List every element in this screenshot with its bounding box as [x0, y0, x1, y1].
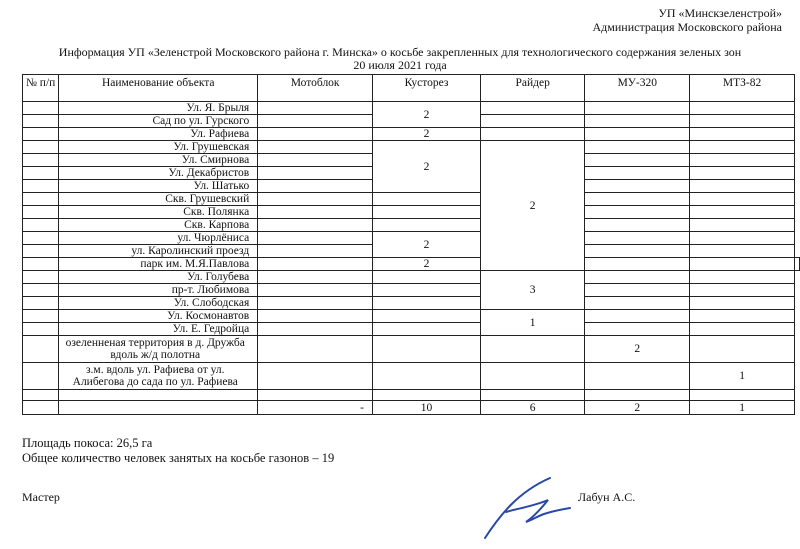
col-number-header: № п/п	[23, 75, 59, 102]
mowing-report-table	[22, 74, 800, 415]
table-row	[23, 323, 800, 336]
object-name: Ул. Грушевская	[59, 141, 258, 154]
total-mu320: 2	[585, 401, 690, 415]
totals-row	[23, 401, 800, 415]
col-motoblok-header: Мотоблок	[258, 75, 373, 102]
kustorez-value: 2	[373, 128, 481, 141]
mu320-value: 2	[585, 336, 690, 363]
object-name: Ул. Шатько	[59, 180, 258, 193]
table-row	[23, 206, 800, 219]
kustorez-value: 2	[373, 141, 481, 193]
table-row	[23, 284, 800, 297]
table-header-row	[23, 75, 800, 102]
object-name: Ул. Голубева	[59, 271, 258, 284]
signature-stroke	[485, 478, 570, 538]
object-name: Ул. Слободская	[59, 297, 258, 310]
org-name: УП «Минскзеленстрой»	[658, 6, 782, 20]
table-row	[23, 193, 800, 206]
object-name: Скв. Карпова	[59, 219, 258, 232]
table-row	[23, 128, 800, 141]
raider-value: 1	[480, 310, 584, 336]
object-name: Ул. Космонавтов	[59, 310, 258, 323]
org-administration: Администрация Московского района	[592, 20, 782, 34]
object-name: парк им. М.Я.Павлова	[59, 258, 258, 271]
report-date: 20 июля 2021 года	[353, 58, 447, 72]
table-row	[23, 271, 800, 284]
object-name: Ул. Я. Брыля	[59, 102, 258, 115]
kustorez-value: 2	[373, 258, 481, 271]
raider-value: 3	[480, 271, 584, 310]
signer-role: Мастер	[22, 490, 60, 504]
raider-value: 2	[480, 141, 584, 271]
table-row	[23, 390, 800, 401]
title-line: Информация УП «Зеленстрой Московского района г. Минска» о косьбе закрепленных для технологического содержания зеленых зон	[58, 45, 742, 59]
object-name: Скв. Полянка	[59, 206, 258, 219]
signature	[470, 470, 580, 545]
object-name: Скв. Грушевский	[59, 193, 258, 206]
total-kustorez: 10	[373, 401, 481, 415]
table-row	[23, 310, 800, 323]
total-raider: 6	[480, 401, 584, 415]
summary-block	[22, 436, 334, 466]
table-row	[23, 297, 800, 310]
object-name: Ул. Рафиева	[59, 128, 258, 141]
document-title	[0, 46, 800, 72]
col-kustorez-header: Кусторез	[373, 75, 481, 102]
col-raider-header: Райдер	[480, 75, 584, 102]
signer-name: Лабун А.С.	[578, 490, 636, 504]
table-row	[23, 219, 800, 232]
object-name: озеленненая территория в д. Дружба вдоль ж/д полотна	[59, 336, 258, 363]
people-count: Общее количество человек занятых на косьбе газонов – 19	[22, 451, 335, 465]
table-row	[23, 336, 800, 363]
object-name: пр-т. Любимова	[59, 284, 258, 297]
table-row	[23, 102, 800, 115]
kustorez-value: 2	[373, 102, 481, 128]
object-name: Ул. Декабристов	[59, 167, 258, 180]
object-name: Сад по ул. Гурского	[59, 115, 258, 128]
mowing-area: Площадь покоса: 26,5 га	[22, 436, 153, 450]
col-mu320-header: МУ-320	[585, 75, 690, 102]
table-row	[23, 141, 800, 154]
table-row	[23, 232, 800, 245]
col-mtz82-header: МТЗ-82	[690, 75, 795, 102]
object-name: ул. Чюрлёниса	[59, 232, 258, 245]
total-mtz82: 1	[690, 401, 795, 415]
table-row	[23, 363, 800, 390]
mtz82-value: 1	[690, 363, 795, 390]
object-name: Ул. Смирнова	[59, 154, 258, 167]
organization-header	[592, 6, 782, 34]
kustorez-value: 2	[373, 232, 481, 258]
object-name: Ул. Е. Гедройца	[59, 323, 258, 336]
col-object-header: Наименование объекта	[59, 75, 258, 102]
object-name: ул. Каролинский проезд	[59, 245, 258, 258]
table-row	[23, 258, 800, 271]
total-motoblok: -	[258, 401, 373, 415]
object-name: з.м. вдоль ул. Рафиева от ул. Алибегова до сада по ул. Рафиева	[59, 363, 258, 390]
